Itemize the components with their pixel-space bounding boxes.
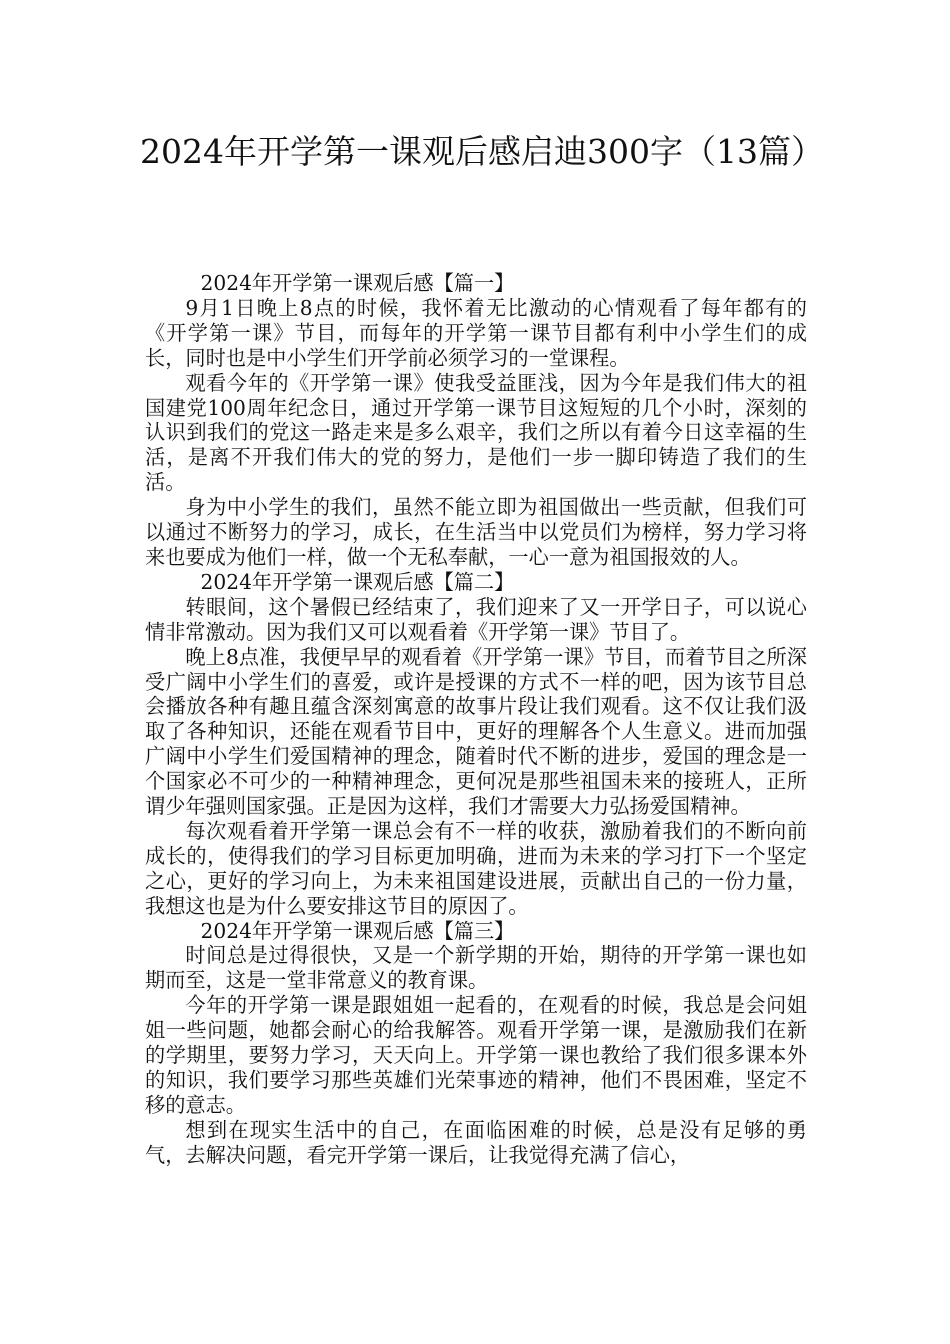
paragraph: 转眼间，这个暑假已经结束了，我们迎来了又一开学日子，可以说心情非常激动。因为我们又可以观看着《开学第一课》节目了。 xyxy=(145,594,807,644)
section-heading-1: 2024年开学第一课观后感【篇一】 xyxy=(200,271,515,295)
paragraph: 想到在现实生活中的自己，在面临困难的时候，总是没有足够的勇气，去解决问题，看完开学第一课后，让我觉得充满了信心， xyxy=(145,1117,807,1167)
section-heading-2: 2024年开学第一课观后感【篇二】 xyxy=(200,569,515,594)
document-body xyxy=(145,271,807,1168)
paragraph: 晚上8点准，我便早早的观看着《开学第一课》节目，而着节目之所深受广阔中小学生们的喜爱，或许是授课的方式不一样的吧，因为该节目总会播放各种有趣且蕴含深刻寓意的故事片段让我们观看。这不仅让我们汲取了各种知识，还能在观看节目中，更好的理解各个人生意义。进而加强广阔中小学生们爱国精神的理念，随着时代不断的进步，爱国的理念是一个国家必不可少的一种精神理念，更何况是那些祖国未来的接班人，正所谓少年强则国家强。正是因为这样，我们才需要大力弘扬爱国精神。 xyxy=(145,644,807,819)
paragraph: 今年的开学第一课是跟姐姐一起看的，在观看的时候，我总是会问姐姐一些问题，她都会耐心的给我解答。观看开学第一课，是激励我们在新的学期里，要努力学习，天天向上。开学第一课也教给了我们很多课本外的知识，我们要学习那些英雄们光荣事迹的精神，他们不畏困难，坚定不移的意志。 xyxy=(145,993,807,1117)
paragraph: 时间总是过得很快，又是一个新学期的开始，期待的开学第一课也如期而至，这是一堂非常意义的教育课。 xyxy=(145,943,807,993)
paragraph: 身为中小学生的我们，虽然不能立即为祖国做出一些贡献，但我们可以通过不断努力的学习，成长，在生活当中以党员们为榜样，努力学习将来也要成为他们一样，做一个无私奉献，一心一意为祖国报效的人。 xyxy=(145,495,807,569)
document-title: 2024年开学第一课观后感启迪300字（13篇） xyxy=(140,132,824,171)
section-heading-3: 2024年开学第一课观后感【篇三】 xyxy=(200,918,515,943)
paragraph: 9月1日晚上8点的时候，我怀着无比激动的心情观看了每年都有的《开学第一课》节目，而每年的开学第一课节目都有利中小学生们的成长，同时也是中小学生们开学前必须学习的一堂课程。 xyxy=(145,295,807,370)
paragraph: 每次观看着开学第一课总会有不一样的收获，激励着我们的不断向前成长的，使得我们的学习目标更加明确，进而为未来的学习打下一个坚定之心，更好的学习向上，为未来祖国建设进展，贡献出自己的一份力量，我想这也是为什么要安排这节目的原因了。 xyxy=(145,818,807,918)
paragraph: 观看今年的《开学第一课》使我受益匪浅，因为今年是我们伟大的祖国建党100周年纪念日，通过开学第一课节目这短短的几个小时，深刻的认识到我们的党这一路走来是多么艰辛，我们之所以有着今日这幸福的生活，是离不开我们伟大的党的努力，是他们一步一脚印铸造了我们的生活。 xyxy=(145,370,807,495)
